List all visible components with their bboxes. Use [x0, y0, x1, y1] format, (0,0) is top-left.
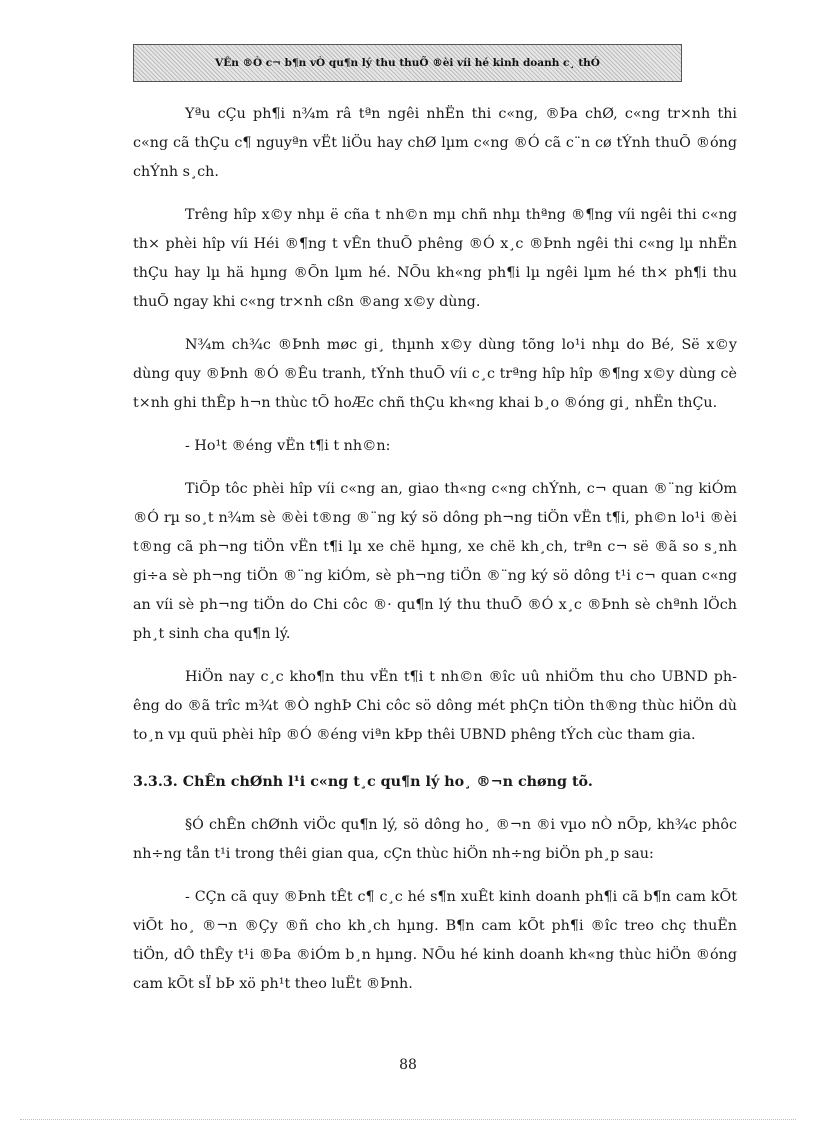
page-divider: [20, 1119, 796, 1120]
paragraph: - CÇn cã quy ®Þnh tÊt c¶ c¸c hé s¶n xuÊt kinh doanh ph¶i cã b¶n cam kÕt viÕt ho¸ ®¬n ®Çy ®ñ cho kh¸ch hµng. B¶n cam kÕt ph¶i ®îc treo chç thuËn tiÖn, dÔ thÊy t¹i ®Þa ®iÓm b¸n hµng. NÕu hé kinh doanh kh«ng thùc hiÖn ®óng cam kÕt sÏ bÞ xö ph¹t theo luËt ®Þnh.: [133, 889, 737, 992]
paragraph: N¾m ch¾c ®Þnh møc gi¸ thµnh x©y dùng tõng lo¹i nhµ do Bé, Së x©y dùng quy ®Þnh ®Ó ®Êu tranh, tÝnh thuÕ víi c¸c trªng hîp hîp ®¶ng x©y dùng cè t×nh ghi thÊp h¬n thùc tÕ hoÆc chñ thÇu kh«ng khai b¸o ®óng gi¸ nhËn thÇu.: [133, 337, 737, 411]
document-body: [133, 100, 737, 1013]
paragraph: §Ó chÊn chØnh viÖc qu¶n lý, sö dông ho¸ ®¬n ®i vµo nÒ nÕp, kh¾c phôc nh÷ng tån t¹i trong thêi gian qua, cÇn thùc hiÖn nh÷ng biÖn ph¸p sau:: [133, 817, 737, 862]
paragraph: HiÖn nay c¸c kho¶n thu vËn t¶i t nh©n ®îc uû nhiÖm thu cho UBND phêng do ®ã trîc m¾t ®Ò nghÞ Chi côc sö dông mét phÇn tiÒn th®ng thùc hiÖn dù to¸n vµ quü phèi hîp ®Ó ®éng viªn kÞp thêi UBND phêng tÝch cùc tham gia.: [133, 669, 737, 743]
section-heading: 3.3.3. ChÊn chØnh l¹i c«ng t¸c qu¶n lý ho¸ ®¬n chøng tõ.: [133, 774, 593, 790]
paragraph: Yªu cÇu ph¶i n¾m râ tªn ngêi nhËn thi c«ng, ®Þa chØ, c«ng tr×nh thi c«ng cã thÇu c¶ nguyªn vËt liÖu hay chØ lµm c«ng ®Ó cã c¨n cø tÝnh thuÕ ®óng chÝnh s¸ch.: [133, 106, 737, 180]
page-number: 88: [399, 1057, 417, 1073]
running-header-title: VÊn ®Ò c¬ b¶n vÒ qu¶n lý thu thuÕ ®èi víi hé kinh doanh c¸ thÓ: [215, 57, 600, 69]
running-header: [133, 44, 682, 82]
bullet-subheading: - Ho¹t ®éng vËn t¶i t nh©n:: [185, 438, 391, 454]
paragraph: TiÕp tôc phèi hîp víi c«ng an, giao th«ng c«ng chÝnh, c¬ quan ®¨ng kiÓm ®Ó rµ so¸t n¾m sè ®èi t®ng ®¨ng ký sö dông ph¬ng tiÖn vËn t¶i, ph©n lo¹i ®èi t®ng cã ph¬ng tiÖn vËn t¶i lµ xe chë hµng, xe chë kh¸ch, trªn c¬ së ®ã so s¸nh gi÷a sè ph¬ng tiÖn ®¨ng kiÓm, sè ph¬ng tiÖn ®¨ng ký sö dông t¹i c¬ quan c«ng an víi sè ph¬ng tiÖn do Chi côc ®· qu¶n lý thu thuÕ ®Ó x¸c ®Þnh sè chªnh lÖch ph¸t sinh cha qu¶n lý.: [133, 481, 737, 642]
paragraph: Trêng hîp x©y nhµ ë cña t nh©n mµ chñ nhµ thªng ®¶ng víi ngêi thi c«ng th× phèi hîp víi Héi ®¶ng t vÊn thuÕ phêng ®Ó x¸c ®Þnh ngêi thi c«ng lµ nhËn thÇu hay lµ hä hµng ®Õn lµm hé. NÕu kh«ng ph¶i lµ ngêi lµm hé th× ph¶i thu thuÕ ngay khi c«ng tr×nh cßn ®ang x©y dùng.: [133, 207, 737, 310]
